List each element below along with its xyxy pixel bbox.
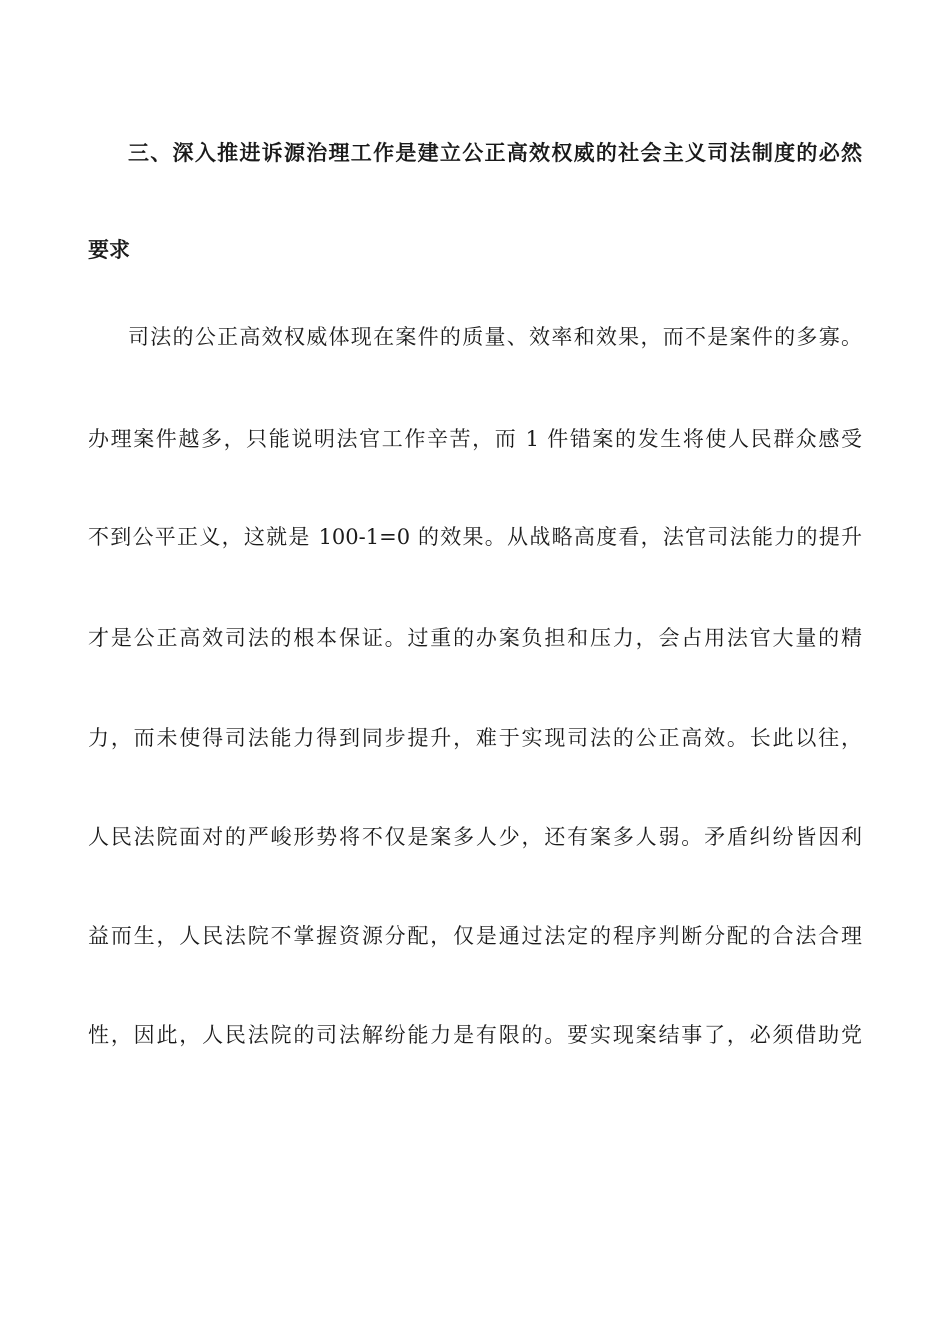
paragraph-line: 益而生，人民法院不掌握资源分配，仅是通过法定的程序判断分配的合法合理 [88,924,862,948]
paragraph-line: 人民法院面对的严峻形势将不仅是案多人少，还有案多人弱。矛盾纠纷皆因利 [88,825,862,849]
paragraph-line: 力，而未使得司法能力得到同步提升，难于实现司法的公正高效。长此以往， [88,726,862,750]
section-heading-line-2: 要求 [88,238,130,262]
paragraph-line: 司法的公正高效权威体现在案件的质量、效率和效果，而不是案件的多寡。 [128,325,862,349]
section-heading-line-1: 三、深入推进诉源治理工作是建立公正高效权威的社会主义司法制度的必然 [128,141,862,165]
paragraph-line: 办理案件越多，只能说明法官工作辛苦，而 1 件错案的发生将使人民群众感受 [88,427,862,451]
paragraph-line: 性，因此，人民法院的司法解纷能力是有限的。要实现案结事了，必须借助党 [88,1023,862,1047]
paragraph-line: 才是公正高效司法的根本保证。过重的办案负担和压力，会占用法官大量的精 [88,626,862,650]
paragraph-line: 不到公平正义，这就是 100-1=0 的效果。从战略高度看，法官司法能力的提升 [88,525,862,549]
